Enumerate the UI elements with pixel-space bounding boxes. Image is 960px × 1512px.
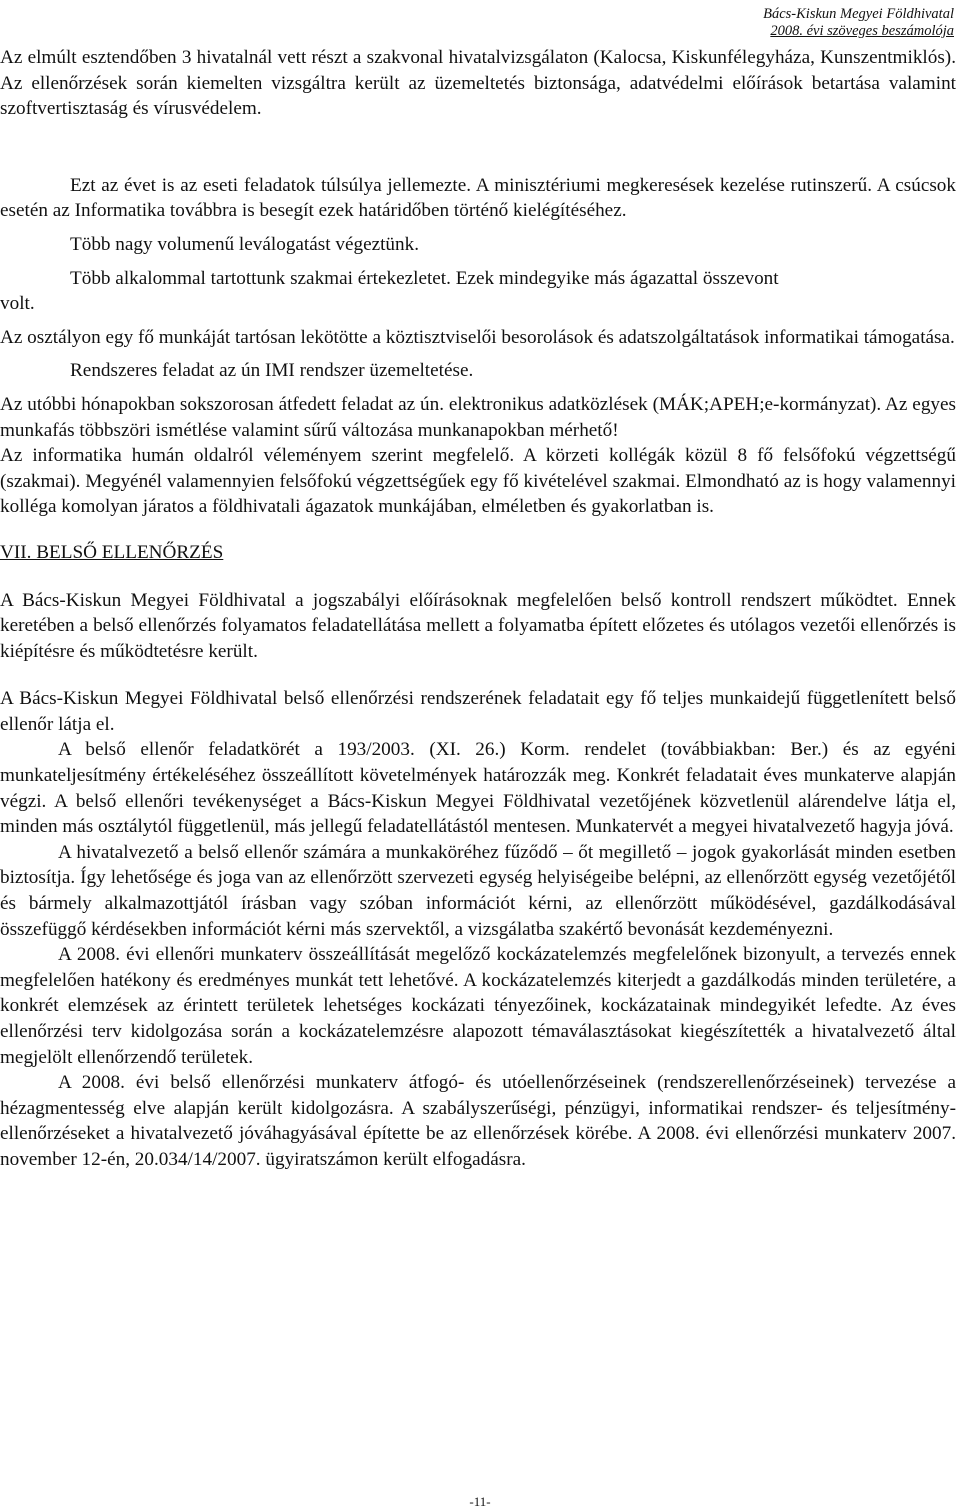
header-office-name: Bács-Kiskun Megyei Földhivatal (763, 6, 954, 22)
paragraph-work-plan: A 2008. évi belső ellenőrzési munkaterv átfogó- és utóellenőrzéseinek (rendszerellenőrzéseinek) tervezése a hézagmentesség elve alapján került kidolgozásra. A szabályszerűségi, pénzügyi, informatikai rendszer- és teljesítmény-ellenőrzéseket a hivatalvezető jóváhagyásával építette be az ellenőrzések körébe. A 2008. évi ellenőrzési munkaterv 2007. november 12-én, 20.034/14/2007. ügyiratszámon került elfogadásra. (0, 1072, 956, 1170)
page-header (763, 6, 954, 40)
paragraph-imi-system: Rendszeres feladat az ún IMI rendszer üzemeltetése. (70, 360, 474, 382)
paragraph-hr-support: Az osztályon egy fő munkáját tartósan lekötötte a köztisztviselői besorolások és adatszolgáltatások informatikai támogatása. (0, 326, 955, 348)
header-report-title: 2008. évi szöveges beszámolója (770, 23, 954, 39)
page-number: -11- (469, 1494, 491, 1509)
paragraph-meetings: Több alkalommal tartottunk szakmai értekezletet. Ezek mindegyike más ágazattal összevont (70, 267, 779, 289)
paragraph-data-extraction: Több nagy volumenű leválogatást végeztünk. (70, 233, 420, 255)
section-heading-internal-audit: VII. BELSŐ ELLENŐRZÉS (0, 541, 224, 563)
paragraph-inspection: Az elmúlt esztendőben 3 hivatalnál vett részt a szakvonal hivatalvizsgálaton (Kalocsa, Kiskunfélegyháza, Kunszentmiklós). Az ellenőrzések során kiemelten vizsgáltra került az üzemeltetés biztonsága, adatvédelmi előírások betartása valamint szoftvertisztaság és vírusvédelem. (0, 47, 956, 120)
paragraph-control-system: A Bács-Kiskun Megyei Földhivatal a jogszabályi előírásoknak megfelelően belső kontroll rendszert működtet. Ennek keretében a belső ellenőrzés folyamatos feladatellátása mellett a folyamatba épített előzetes és utólagos vezetői ellenőrzés is kiépítésre és működtetésre került. (0, 589, 956, 662)
paragraph-risk-analysis: A 2008. évi ellenőri munkaterv összeállítását megelőző kockázatelemzés megfelelőnek bizonyult, a tervezés ennek megfelelően hatékony és eredményes munkát tett lehetővé. A kockázatelemzés kiterjedt a gazdálkodás minden területére, a konkrét elemzések az érintett területek lehetséges kockázati tényezőinek, kockázatainak mindegyikét lefedte. Az éves ellenőrzési terv kidolgozása során a kockázatelemzésre alapozott témaválasztásokat kiegészítették a hivatalvezető által megjelölt ellenőrzendő területek. (0, 944, 956, 1068)
document-body (0, 45, 956, 1173)
paragraph-auditor-duties: A belső ellenőr feladatkörét a 193/2003. (XI. 26.) Korm. rendelet (továbbiakban: Ber.) és az egyéni munkateljesítmény értékeléséhez összeállított követelmények határozzák meg. Konkrét feladatait éves munkaterve alapján végzi. A belső ellenőri tevékenységet a Bács-Kiskun Megyei Földhivatal vezetőjének közvetlenül alárendelve látja el, minden más osztálytól függetlenül, más jellegű feladatellátástól mentesen. Munkatervét a megyei hivatalvezető hagyja jóvá. (0, 739, 956, 838)
paragraph-auditor: A Bács-Kiskun Megyei Földhivatal belső ellenőrzési rendszerének feladatait egy fő teljes munkaidejű függetlenített belső ellenőr látja el. (0, 688, 956, 735)
paragraph-auditor-rights: A hivatalvezető a belső ellenőr számára a munkaköréhez fűződő – őt megillető – jogok gyakorlását minden esetben biztosítja. Így lehetősége és joga van az ellenőrzött szervezeti egység helyiségeibe belépni, az ellenőrzött egység vezetőjétől és bármely alkalmazottjától írásban vagy szóban információt kérni, az ellenőrzött működésével, gazdálkodásával összefüggő kérdésekben információt kérni más szervektől, a vizsgálatba szakértő bevonását kezdeményezni. (0, 841, 956, 940)
paragraph-meetings-end: volt. (0, 293, 35, 315)
paragraph-staff: Az informatika humán oldalról véleményem szerint megfelelő. A körzeti kollégák közül 8 fő felsőfokú végzettségű (szakmai). Megyénél valamennyien felsőfokú végzettségűek egy fő kivételével szakmai. Elmondható az is hogy valamennyi kolléga komolyan járatos a földhivatali ágazatok munkájában, elméletben és gyakorlatban is. (0, 445, 956, 518)
paragraph-electronic-data: Az utóbbi hónapokban sokszorosan átfedett feladat az ún. elektronikus adatközlések (MÁK;APEH;e-kormányzat). Az egyes munkafás többszöri ismétlése valamint sűrű változása munkanapokban mérhető! (0, 393, 956, 441)
paragraph-adhoc-tasks: Ezt az évet is az eseti feladatok túlsúlya jellemezte. A minisztériumi megkeresések kezelése rutinszerű. A csúcsok esetén az Informatika továbbra is besegít ezek határidőben történő kielégítéséhez. (0, 174, 956, 222)
